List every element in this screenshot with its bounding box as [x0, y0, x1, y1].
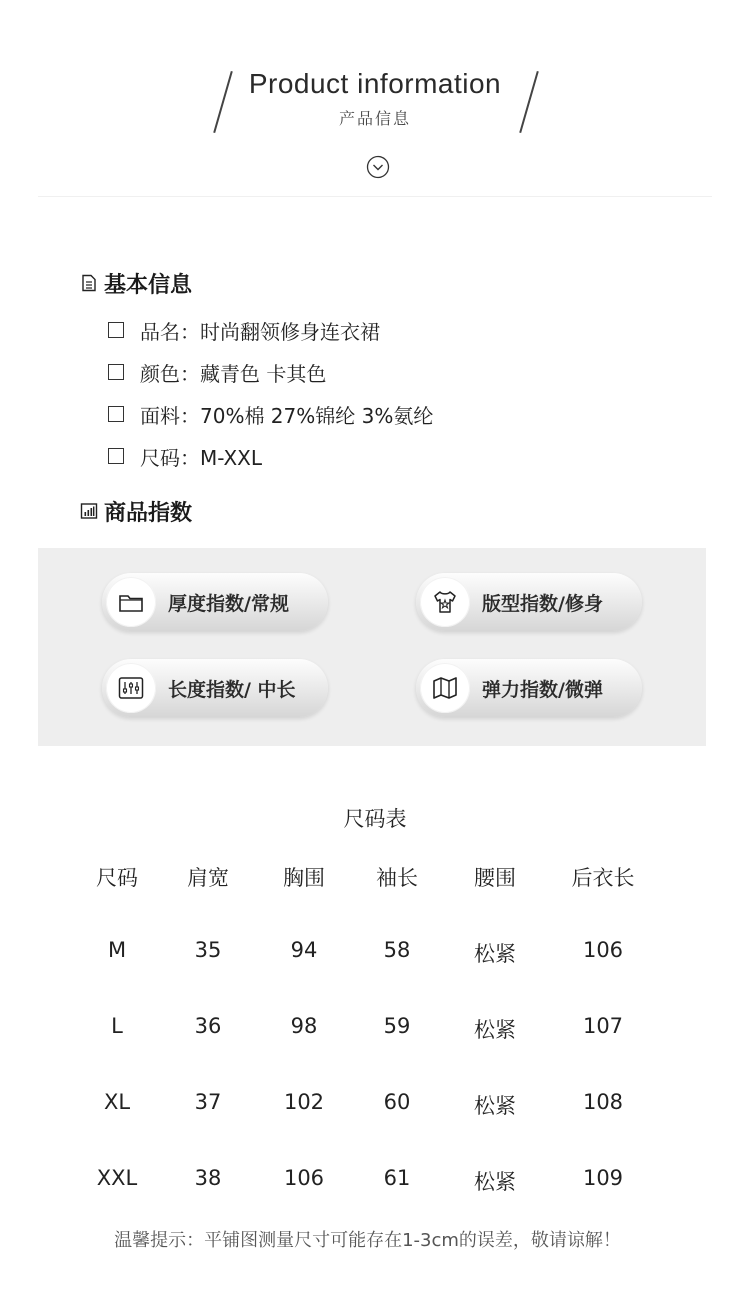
info-item-label: 面料：70%棉 27%锦纶 3%氨纶 — [140, 403, 434, 428]
pill-label: 长度指数/ 中长 — [168, 678, 296, 701]
tshirt-icon — [430, 587, 460, 617]
pill-icon-circle — [106, 663, 156, 713]
measurement-tip: 温馨提示：平铺图测量尺寸可能存在1-3cm的误差，敬请谅解！ — [114, 1230, 621, 1251]
page-header — [0, 0, 750, 200]
header-cell: 尺码 — [96, 866, 138, 890]
info-item-name — [108, 316, 380, 344]
index-pill-elasticity — [416, 659, 642, 717]
product-index-heading — [80, 496, 192, 526]
table-cell: 61 — [383, 1166, 411, 1190]
table-cell: 松紧 — [474, 1094, 516, 1118]
sliders-icon — [116, 673, 146, 703]
pill-icon-circle — [420, 663, 470, 713]
table-cell: 94 — [290, 938, 318, 962]
table-cell: 102 — [283, 1090, 325, 1114]
info-item-fabric — [108, 400, 433, 428]
product-index-heading-text: 商品指数 — [104, 500, 193, 526]
table-cell: 松紧 — [474, 942, 516, 966]
pill-label: 版型指数/修身 — [482, 592, 603, 615]
map-icon — [430, 673, 460, 703]
table-cell: XL — [103, 1090, 131, 1114]
checkbox-icon — [108, 364, 124, 380]
checkbox-icon — [108, 406, 124, 422]
header-cell: 腰围 — [474, 866, 516, 890]
table-cell: 98 — [290, 1014, 318, 1038]
basic-info-heading-text: 基本信息 — [104, 272, 193, 298]
page-title-cn: 产品信息 — [338, 109, 411, 128]
header-cell: 肩宽 — [187, 866, 229, 890]
table-cell: 106 — [582, 938, 624, 962]
folder-icon — [116, 587, 146, 617]
table-cell: 108 — [582, 1090, 624, 1114]
info-item-label: 尺码：M-XXL — [140, 445, 263, 470]
table-cell: 109 — [582, 1166, 624, 1190]
basic-info-heading — [80, 268, 192, 298]
table-cell: 60 — [383, 1090, 411, 1114]
product-index-panel — [38, 548, 706, 746]
table-cell: 58 — [383, 938, 411, 962]
pill-label: 弹力指数/微弹 — [482, 678, 603, 701]
pill-icon-circle — [106, 577, 156, 627]
index-pill-thickness — [102, 573, 328, 631]
table-cell: L — [111, 1014, 123, 1038]
page-title-en: Product information — [248, 68, 502, 99]
pill-label: 厚度指数/常规 — [168, 592, 289, 615]
info-item-size — [108, 442, 262, 470]
checkbox-icon — [108, 448, 124, 464]
index-pill-length — [102, 659, 328, 717]
table-cell: 38 — [194, 1166, 222, 1190]
header-cell: 袖长 — [376, 866, 418, 890]
table-cell: 106 — [283, 1166, 325, 1190]
table-cell: 59 — [383, 1014, 411, 1038]
info-item-label: 品名：时尚翻领修身连衣裙 — [140, 319, 380, 344]
chevron-down-circle-icon[interactable] — [366, 155, 390, 179]
table-cell: XXL — [96, 1166, 138, 1190]
size-table-title: 尺码表 — [343, 807, 407, 831]
table-cell: M — [107, 938, 127, 962]
table-cell: 37 — [194, 1090, 222, 1114]
table-cell: 松紧 — [474, 1018, 516, 1042]
table-cell: 107 — [582, 1014, 624, 1038]
header-cell: 后衣长 — [571, 866, 635, 890]
table-cell: 松紧 — [474, 1170, 516, 1194]
info-item-label: 颜色：藏青色 卡其色 — [140, 361, 327, 386]
document-icon — [80, 274, 98, 292]
index-pill-fit — [416, 573, 642, 631]
header-cell: 胸围 — [283, 866, 325, 890]
info-item-color — [108, 358, 326, 386]
header-divider — [38, 196, 712, 197]
pill-icon-circle — [420, 577, 470, 627]
bar-chart-icon — [80, 502, 98, 520]
table-cell: 36 — [194, 1014, 222, 1038]
checkbox-icon — [108, 322, 124, 338]
table-cell: 35 — [194, 938, 222, 962]
